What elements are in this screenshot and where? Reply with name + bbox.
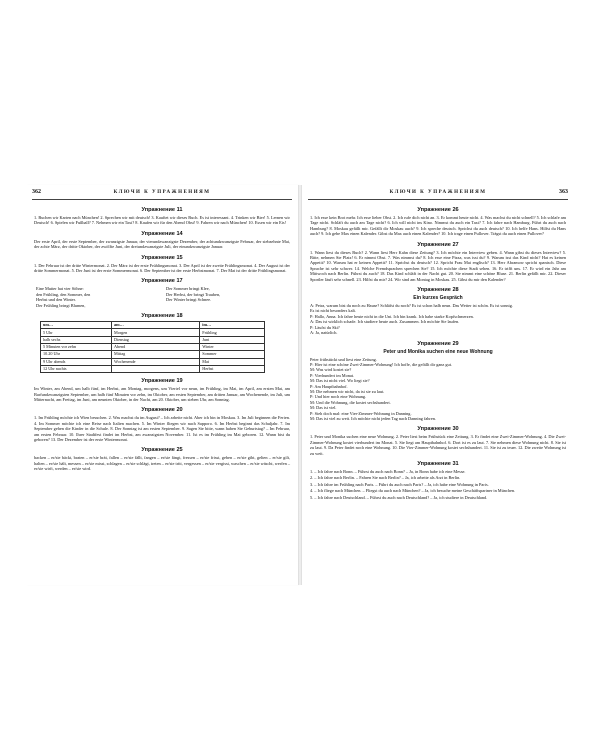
dialogue-line: A: Ja, natürlich.	[310, 330, 338, 336]
right-content	[310, 202, 566, 585]
exercise-title: Упражнение 19	[141, 378, 183, 385]
exercise-title: Упражнение 14	[141, 230, 183, 237]
dialogue-line: M: Das ist viel.	[310, 405, 337, 411]
running-title: КЛЮЧИ К УПРАЖНЕНИЯМ	[389, 190, 487, 195]
dialogue-line: M: Das ist viel zu weit. Ich möchte nicht jeden Tag nach Danning fahren.	[310, 415, 436, 421]
table-header-row	[41, 322, 265, 329]
left-content	[34, 202, 290, 585]
exercise-title: Упражнение 11	[141, 207, 183, 213]
dialogue-line: P: Vierhundert im Monat.	[310, 372, 355, 378]
exercise-title: Упражнение 26	[417, 207, 459, 213]
dialogue-line: P: Läufst du Ski?	[310, 324, 340, 330]
dialogue-line: A: Petra, warum bist du noch zu Hause? Schläfst du noch? Es ist schon halb neun. Das Wetter ist schön. Es ist sonnig.	[310, 303, 513, 309]
exercise-text: 1. Peter und Monika suchen eine neue Wohnung. 2. Peter liest beim Frühstück eine Zeitung. 3. Er findet eine Zwei-Zimmer-Wohnung. 4. Die Zwei-Zimmer-Wohnung kostet vierhundert im Monat. 5. Sie liegt am Hauptbahnhof. 6. Dort ist es zu laut. 7. Sie nehmen diese Wohnung nicht. 8. Sie ist zu laut. 9. Da Peter findet noch eine Wohnung. 10. Die Vier-Zimmer-Wohnung kostet sechshundert. 11. Sie ist zu teuer. 12. Die zweite Wohnung ist zu weit.	[310, 434, 566, 456]
table-row	[41, 329, 265, 336]
exercise-text: Der erste April, der erste September, der zwanzigste Januar, der vierundzwanzigste Dezember, der achtundzwanzigste Februar, der siebzehnte Mai, der achte März, der dritte Oktober, der zwölfte Juni, der dreiundzwanzigste Juli, der einundzwanzigste Januar.	[34, 238, 290, 250]
table-cell: Frühling	[200, 329, 265, 336]
dialogue-line: Peter frühstückt und liest eine Zeitung.	[310, 356, 377, 362]
table-cell: Wochenende	[112, 358, 200, 365]
dialogue-line: P: Sieh doch mal: eine Vier-Zimmer-Wohnung in Danning.	[310, 410, 412, 416]
exercise-title: Упражнение 31	[417, 461, 459, 467]
poem-line: Der Winter bringt Schnee.	[166, 297, 212, 303]
table-cell: 9 Uhr abends	[41, 358, 112, 365]
poem-line: Der Sommer bringt Klee,	[166, 286, 210, 292]
table-cell: Winter	[200, 343, 265, 350]
table-row	[41, 358, 265, 365]
dialogue	[310, 303, 566, 335]
page-header	[32, 188, 292, 200]
exercise-title: Упражнение 15	[141, 254, 183, 261]
exercise-text: 1. Buchen wir Karten nach München! 2. Sprechen wir mit deutsch! 3. Kauftet wir dieses Buch. Es ist interessant. 4. Trinken wir Bier! 5. Lernen wir Deutsch! 6. Spielen wir Fußball? 7. Nehmen wir ein Taxi? 8. Kaufen wir für den Abend Obst! 9. Fahren wir nach München! 10. Essen wir ein Eis!	[34, 215, 290, 226]
exercise-title: Упражнение 25	[141, 447, 183, 454]
table-cell: Mai	[200, 358, 265, 365]
exercise-title: Упражнение 20	[141, 407, 183, 414]
dialogue	[310, 357, 566, 422]
table-row	[41, 336, 265, 343]
exercise-text: Im Winter, am Abend, um halb fünf, im Herbst, am Montag, morgens, um Viertel vor neun, im Frühling, im Mai, im April, am ersten Mai, am Barfundzwanzigsten September, um halb fünf Minuten vor zehn, im Oktober, am ersten September, am dritten Januar, am Wochenende, im Juli, um Mitternacht, am Freitag, im Juni, am neunten Oktober, in der Nacht, am 20. Oktober, um sieben Uhr, am Sonntag.	[34, 386, 290, 402]
table-row	[41, 365, 265, 372]
exercise-text: 1. Im Frühling möchte ich Wien besuchen. 2. Was machst du im August? – Ich arbeite nicht. Aber ich bin in Moskau. 3. Im Juli beginnen die Ferien. 4. Im Sommer möchte ich eine Reise nach Italien machen. 5. Im Winter fliegen wir nach Sapporo. 6. Im Herbst beginnt das Schuljahr. 7. Im September gehen die Kinder in die Schule. 8. Der Sonntag ist am ersten September. 9. Sagen Sie bitte, wann haben Sie Geburtstag? – Im Februar, am ersten Februar. 10. Ihrer Stadtfest findet im Herbst, am zwanzigsten November. 11. Ist es im Frühling im Mai geboren. 12. Wann bist du geboren? 13. Der Dezember ist der erste Wintermonat.	[34, 415, 290, 442]
list-item: 5. – Ich fahre nach Deutschland. – Führst du auch nach Deutschland? – Ja, ich studiere in Deutschland.	[310, 494, 488, 500]
table-cell: Sommer	[200, 351, 265, 358]
table-cell: 5 Uhr	[41, 329, 112, 336]
book-spread	[26, 185, 574, 585]
dialogue-line: P: Am Hauptbahnhof.	[310, 383, 348, 389]
list-item: 1. – Ich fahre nach Bonn. – Führst du auch nach Bonn? – Ja, in Bonn habe ich eine Messe.	[310, 469, 466, 474]
exercise-title: Упражнение 28	[417, 287, 459, 294]
dialogue-line: P: Hallo, Anna. Ich fahre heute nicht in die Uni. Ich bin krank. Ich habe starke Kopfschmerzen.	[310, 313, 474, 319]
time-prepositions-table	[40, 321, 265, 373]
table-cell: Herbst	[200, 365, 265, 372]
dialogue-line: P: Hier ist eine schöne Zwei-Zimmer-Wohnung! Ich hoffe, die gefällt dir ganz gut.	[310, 361, 452, 367]
table-header: am…	[112, 322, 200, 329]
table-cell: Juni	[200, 336, 265, 343]
poem-line: Der Frühling bringt Blumen,	[36, 302, 86, 308]
poem-line: Eine Mutter hat vier Söhne:	[36, 286, 84, 292]
dialogue-title: Ein kurzes Gespräch	[413, 295, 463, 302]
table-cell: Dienstag	[112, 336, 200, 343]
dialogue-line: M: Was wird kostet sie?	[310, 367, 352, 373]
dialogue-line: P: Und hier noch eine Wohnung.	[310, 394, 367, 400]
table-cell: Abend	[112, 343, 200, 350]
page-number: 363	[559, 189, 568, 195]
table-cell: Mittag	[112, 351, 200, 358]
right-page	[302, 185, 574, 585]
table-header: im…	[200, 322, 265, 329]
poem-column-right	[166, 286, 286, 308]
table-cell	[112, 365, 200, 372]
poem-line: Der Herbst, der bringt Trauben,	[166, 291, 221, 297]
dialogue-line: M: Die nehmen wir nicht, da ist sie zu laut.	[310, 388, 385, 394]
exercise-list	[310, 469, 566, 500]
dialogue-line: Es ist nicht besonders kalt.	[310, 308, 356, 314]
exercise-title: Упражнение 27	[417, 241, 459, 248]
exercise-title: Упражнение 30	[417, 426, 459, 433]
poem-column-left	[36, 286, 156, 308]
exercise-text: 1. Ich esse kein Brot mehr. Ich esse lieber Obst. 2. Ich rufe dich nicht an. 3. Er kommt heute nicht. 4. Was machst du nicht schnell? 5. Ich schlafe am Tage nicht. Schläft du auch am Tage nicht? 6. Ich will nicht ins Kino. Nimmst du auch ein Taxi? 7. Ich fahre nach Hamburg. Führt du auch nach Hamburg? 8. Moskau gefällt mir. Gefällt dir Moskau auch? 9. Ich spreche deutsch. Sprichst du auch deutsch? 10. Ich helfe Hans. Hilfst du Hans auch? 9. Ich gebe Max einen Kalender. Gibst du Max auch einen Kalender? 10. Ich trage einen Pullover. Trägst du auch einen Pullover?	[310, 215, 566, 237]
list-item: 4. – Ich fliege nach München. – Fliegst du auch nach München? – Ja, ich besuche meine Geschäftspartner in München.	[310, 488, 516, 494]
table-row	[41, 343, 265, 350]
exercise-text: 1. Wann liest du dieses Buch? 2. Wann liest Herr Kahn diese Zeitung? 3. Ich möchte ein Interview geben. 4. Wann gibst du dieses Interview? 5. Bitte, nehmen Sie Platz! 6. Er nimmt Obst. 7. Was nimmst du? 8. Ich esse eine Pizza, was isst du? 9. Warum isst das Kind nicht? Hat es keinen Appetit? 10. Warum hat er keinen Appetit? 11. Sprichst du deutsch? 12. Spricht Frau Mai englisch? 13. Herr Abramow spricht spanisch. Diese Sprache ist sehr schwer. 14. Welche Fremdsprachen sprechen Sie? 15. Ich möchte diese Stadt sehen. 16. Er trifft uns. 17. Er wird ein Jahr am Mittwoch nach Berlin. Führst du auch? 18. Das Kind schläft in der Nacht gut. 20. Sie nimmt eine schöne Bluse. 21. Berlin gefällt mir. 22. Dieser Sportler läuft sehr schnell. 23. Hilfst du mir? 24. Wir sind am Montag in Moskau. 25. Gibst du mir den Kalender?	[310, 249, 566, 282]
page-header	[308, 188, 568, 200]
table-cell: 10.20 Uhr	[41, 351, 112, 358]
exercise-title: Упражнение 17	[141, 278, 183, 285]
dialogue-title: Peter und Monika suchen eine neue Wohnung	[383, 348, 493, 355]
exercise-title: Упражнение 18	[141, 313, 183, 320]
poem	[36, 286, 286, 308]
table-cell: Morgen	[112, 329, 200, 336]
exercise-text: 1. Der Februar ist der dritte Wintermonat. 2. Der März ist der erste Frühlingsmonat. 3. Der April ist der zweite Frühlingsmonat. 4. Der August ist der dritte Sommermonat. 5. Der Juni ist der erste Sommermonat. 6. Der September ist der erste Herbstmonat. 7. Der Mai ist der dritte Frühlingsmonat.	[34, 262, 290, 274]
page-number: 362	[32, 189, 41, 195]
dialogue-line: A: Das ist wirklich schade. Ich studiere heute auch. Zusammen. Ich möchte Sie laufen.	[310, 319, 460, 325]
poem-line: den Frühling, den Sommer, den Herbst und den Winter.	[36, 291, 91, 303]
table-cell: 12 Uhr nachts	[41, 365, 112, 372]
exercise-title: Упражнение 29	[417, 340, 459, 347]
table-header: um…	[41, 322, 112, 329]
list-item: 3. – Ich fahre im Frühling nach Paris. – Führt du auch nach Paris? – Ja, ich habe eine Wohnung in Paris.	[310, 481, 489, 487]
dialogue-line: M: Und die Wohnung, die kostet sechshundert.	[310, 399, 391, 405]
list-item: 2. – Ich fahre nach Berlin. – Fahren Sie nach Berlin? – Ja, ich arbeite als Arzt in Berlin.	[310, 475, 461, 481]
dialogue-line: M: Das ist nicht viel. Wo liegt sie?	[310, 378, 370, 384]
left-page	[26, 185, 299, 585]
table-cell: halb sechs	[41, 336, 112, 343]
exercise-text: backen – er/sie bäckt, braten – er/sie brät, fallen – er/sie fällt, fangen – er/sie fängt, fressen – er/sie frisst, geben – er/sie gibt, gelten – er/sie gilt, halten – er/sie hält, messen – er/sie misst, schlagen – er/sie schlägt, treten – er/sie tritt, vergessen – er/sie vergisst, waschen – er/sie wäscht, werfen – er/sie wirft, werden – er/sie wird.	[34, 455, 290, 472]
table-row	[41, 351, 265, 358]
running-title: КЛЮЧИ К УПРАЖНЕНИЯМ	[113, 190, 211, 195]
table-cell: 5 Minuten vor zehn	[41, 343, 112, 350]
